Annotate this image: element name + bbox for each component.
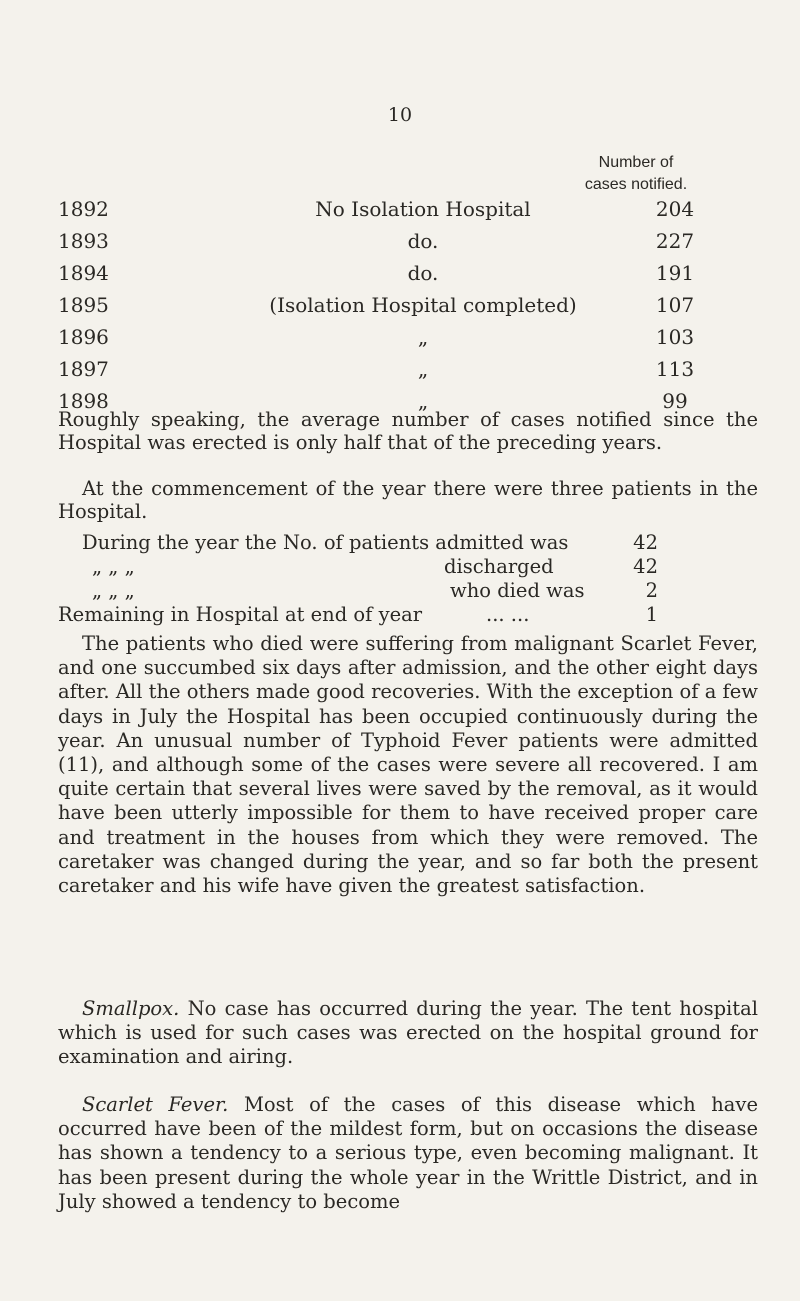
- section-scarlet-fever-title: Scarlet Fever.: [82, 1093, 229, 1116]
- section-smallpox-text: No case has occurred during the year. The tent hospital which is used for such cases was erected on the hospital ground for examination and airing.: [58, 997, 758, 1069]
- row-year: 1897: [58, 357, 109, 381]
- row-count: 227: [655, 229, 695, 253]
- table-row: [58, 229, 718, 261]
- row-description: do.: [407, 261, 439, 285]
- stat-died-value: 2: [645, 579, 658, 602]
- row-description: „: [417, 389, 429, 413]
- row-year: 1892: [58, 197, 109, 221]
- paragraph-average-text: Roughly speaking, the average number of cases notified since the Hospital was erected is only half that of the preceding years.: [58, 408, 758, 454]
- row-description: „: [417, 325, 429, 349]
- row-count: 204: [655, 197, 695, 221]
- row-count: 99: [662, 389, 688, 413]
- leader-dots: ... ...: [486, 603, 530, 626]
- stat-admitted: [58, 531, 758, 555]
- ditto-marks: „ „ „: [92, 555, 135, 578]
- paragraph-average: [58, 408, 758, 454]
- stat-discharged-label: discharged: [444, 555, 554, 578]
- row-count: 113: [655, 357, 695, 381]
- section-scarlet-fever-text: Most of the cases of this disease which have occurred have been of the mildest form, but on occasions the disease has shown a tendency to a serious type, even becoming malignant. It has been present during the whole year in the Writtle District, and in July showed a tendency to become: [58, 1093, 758, 1213]
- header-line-2: cases notified.: [584, 176, 688, 193]
- row-year: 1894: [58, 261, 109, 285]
- table-row: [58, 261, 718, 293]
- section-smallpox: [58, 997, 758, 1070]
- stat-admitted-value: 42: [633, 531, 658, 554]
- row-year: 1896: [58, 325, 109, 349]
- section-smallpox-title: Smallpox.: [82, 997, 180, 1020]
- paragraph-patients: [58, 632, 758, 898]
- paragraph-patients-text: The patients who died were suffering from malignant Scarlet Fever, and one succumbed six days after admission, and the other eight days after. All the others made good recoveries. With the exception of a few days in July the Hospital has been occupied continuously during the year. An unusual number of Typhoid Fever patients were admitted (11), and although some of the cases were severe all recovered. I am quite certain that several lives were saved by the removal, as it would have been utterly impossible for them to have received proper care and treatment in the houses from which they were removed. The caretaker was changed during the year, and so far both the present caretaker and his wife have given the greatest satisfaction.: [58, 632, 758, 898]
- page-number: 10: [387, 104, 413, 126]
- row-description: do.: [407, 229, 439, 253]
- row-description: (Isolation Hospital completed): [269, 293, 577, 317]
- stat-remaining-label: Remaining in Hospital at end of year: [58, 603, 423, 626]
- row-year: 1898: [58, 389, 109, 413]
- stat-remaining-value: 1: [645, 603, 658, 626]
- row-count: 107: [655, 293, 695, 317]
- table-row: [58, 357, 718, 389]
- row-year: 1893: [58, 229, 109, 253]
- row-count: 103: [655, 325, 695, 349]
- stat-died: [58, 579, 758, 603]
- stat-discharged: [58, 555, 758, 579]
- stat-died-label: who died was: [450, 579, 585, 602]
- table-row: [58, 293, 718, 325]
- header-line-1: Number of: [598, 154, 674, 171]
- stat-discharged-value: 42: [633, 555, 658, 578]
- row-count: 191: [655, 261, 695, 285]
- section-scarlet-fever: [58, 1093, 758, 1214]
- row-description: „: [417, 357, 429, 381]
- paragraph-commencement: [58, 477, 758, 523]
- table-row: [58, 197, 718, 229]
- row-description: No Isolation Hospital: [315, 197, 531, 221]
- ditto-marks: „ „ „: [92, 579, 135, 602]
- paragraph-commencement-text: At the commencement of the year there were three patients in the Hospital.: [58, 477, 758, 523]
- table-row: [58, 325, 718, 357]
- stat-remaining: [58, 603, 758, 627]
- stat-admitted-label: During the year the No. of patients admitted was: [82, 531, 569, 554]
- row-year: 1895: [58, 293, 109, 317]
